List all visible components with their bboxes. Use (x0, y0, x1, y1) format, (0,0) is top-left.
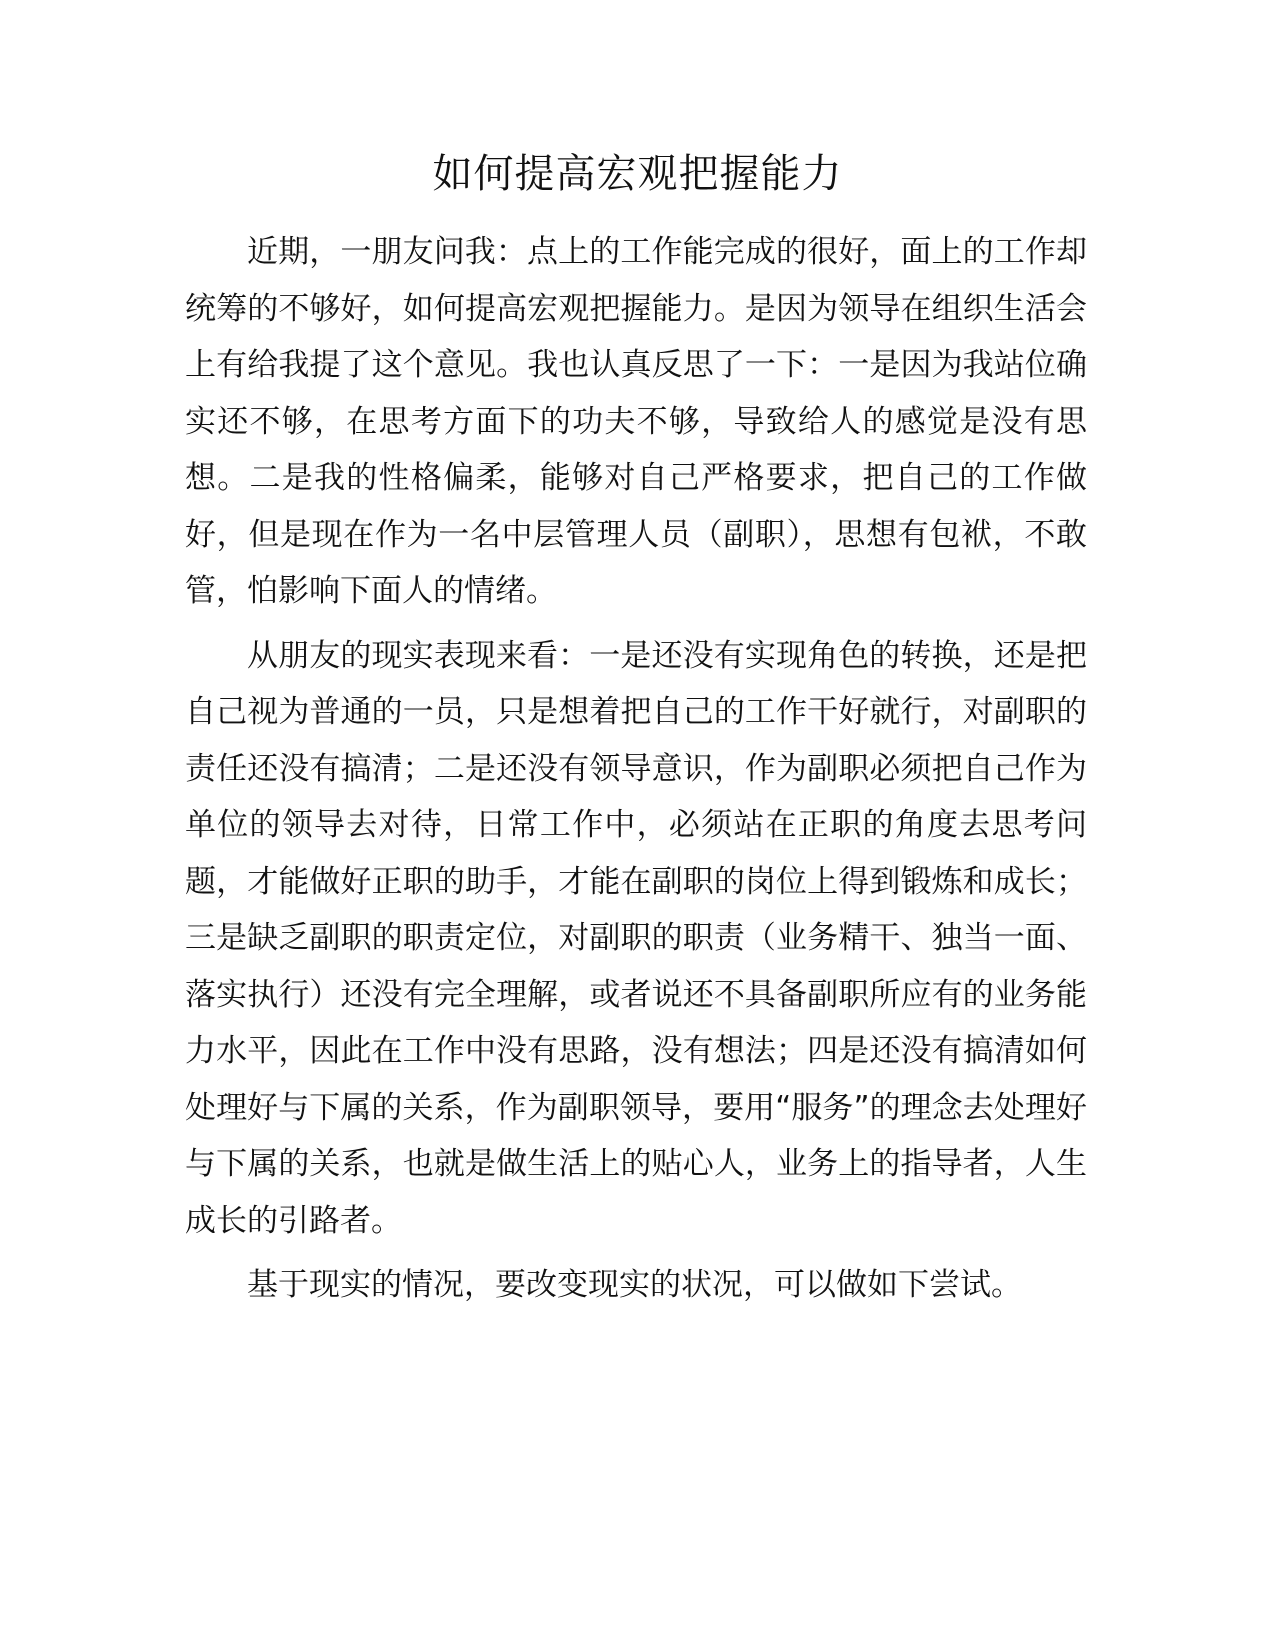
paragraph-2: 从朋友的现实表现来看：一是还没有实现角色的转换，还是把自己视为普通的一员，只是想着把自己的工作干好就行，对副职的责任还没有搞清；二是还没有领导意识，作为副职必须把自己作为单位的领导去对待，日常工作中，必须站在正职的角度去思考问题，才能做好正职的助手，才能在副职的岗位上得到锻炼和成长；三是缺乏副职的职责定位，对副职的职责（业务精干、独当一面、落实执行）还没有完全理解，或者说还不具备副职所应有的业务能力水平，因此在工作中没有思路，没有想法；四是还没有搞清如何处理好与下属的关系，作为副职领导，要用“服务”的理念去处理好与下属的关系，也就是做生活上的贴心人，业务上的指导者，人生成长的引路者。 (185, 637, 1087, 1239)
document-title: 如何提高宏观把握能力 (432, 151, 843, 197)
paragraph-3: 基于现实的情况，要改变现实的状况，可以做如下尝试。 (247, 1267, 1022, 1303)
document-body (185, 224, 1087, 1322)
paragraph-1: 近期，一朋友问我：点上的工作能完成的很好，面上的工作却统筹的不够好，如何提高宏观把握能力。是因为领导在组织生活会上有给我提了这个意见。我也认真反思了一下：一是因为我站位确实还不够，在思考方面下的功夫不够，导致给人的感觉是没有思想。二是我的性格偏柔，能够对自己严格要求，把自己的工作做好，但是现在作为一名中层管理人员（副职），思想有包袱，不敢管，怕影响下面人的情绪。 (185, 234, 1087, 609)
